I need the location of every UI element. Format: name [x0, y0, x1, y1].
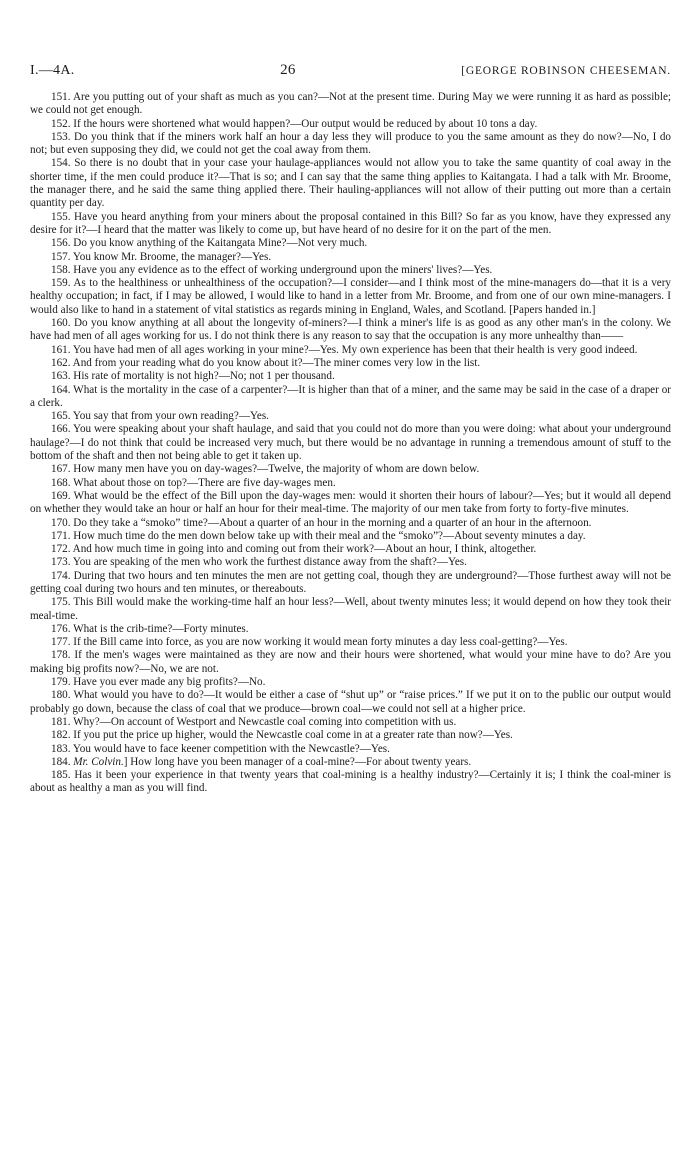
- speaker-name: Mr. Colvin.: [73, 755, 124, 768]
- question-169: 169. What would be the effect of the Bill upon the day-wages men: would it shorten their hours of labour?—Yes; but it would all depend on whether they would take an hour or half an hour for their meal-time. The majority of our men take from forty to forty-five minutes.: [30, 489, 671, 516]
- question-152: 152. If the hours were shortened what would happen?—Our output would be reduced by about 10 tons a day.: [51, 117, 538, 130]
- question-176: 176. What is the crib-time?—Forty minutes.: [51, 622, 249, 635]
- question-155: 155. Have you heard anything from your miners about the proposal contained in this Bill? So far as you know, have they expressed any desire for it?—I heard that the matter was likely to come up, but have heard of no desire for it on the part of the men.: [30, 210, 671, 236]
- question-154: 154. So there is no doubt that in your case your haulage-appliances would not allow you to take the same quantity of coal away in the shorter time, if the men could produce it?—That is so; and I can say that the same thing applies to Kaitangata. I had a talk with Mr. Broome, the manager there, and he said the same thing applied there. Their hauling-appliances will not allow of their putting out more than a certain quantity per day.: [30, 157, 671, 210]
- question-156: 156. Do you know anything of the Kaitangata Mine?—Not very much.: [51, 237, 368, 250]
- question-text: ] How long have you been manager of a coal-mine?—For about twenty years.: [123, 755, 472, 768]
- question-185: 185. Has it been your experience in that twenty years that coal-mining is a healthy industry?—Certainly it is; I think the coal-miner is about as healthy a man as you will find.: [30, 769, 671, 795]
- question-171: 171. How much time do the men down below take up with their meal and the “smoko”?—About seventy minutes a day.: [51, 529, 586, 542]
- page-header: [30, 62, 671, 79]
- question-161: 161. You have had men of all ages working in your mine?—Yes. My own experience has been that their health is very good indeed.: [51, 343, 638, 356]
- question-168: 168. What about those on top?—There are five day-wages men.: [51, 476, 336, 489]
- question-158: 158. Have you any evidence as to the effect of working underground upon the miners' lives?—Yes.: [51, 263, 493, 276]
- question-180: 180. What would you have to do?—It would be either a case of “shut up” or “raise prices.” If we put it on to the public our output would probably go down, because the class of coal that we produce—brown coal—we could not sell at a higher price.: [30, 689, 671, 715]
- question-163: 163. His rate of mortality is not high?—No; not 1 per thousand.: [51, 370, 335, 383]
- question-173: 173. You are speaking of the men who work the furthest distance away from the shaft?—Yes.: [51, 556, 467, 569]
- question-160: 160. Do you know anything at all about the longevity of-miners?—I think a miner's life is as good as any other man's in the colony. We have had men of all ages working for us. I do not think there is any reason to say that the occupation is any more unhealthy than——: [30, 317, 671, 343]
- question-159: 159. As to the healthiness or unhealthiness of the occupation?—I consider—and I think most of the mine-managers do—that it is a very healthy occupation; in fact, if I may be allowed, I would like to hand in a letter from Mr. Broome, and from one of our own mine-managers. I would also like to hand in a statement of vital statistics as regards mining in England, Wales, and Scotland. [Papers handed in.]: [30, 277, 671, 316]
- question-167: 167. How many men have you on day-wages?—Twelve, the majority of whom are down below.: [51, 463, 480, 476]
- question-179: 179. Have you ever made any big profits?—No.: [51, 676, 266, 689]
- question-165: 165. You say that from your own reading?—Yes.: [51, 410, 269, 423]
- question-157: 157. You know Mr. Broome, the manager?—Yes.: [51, 250, 272, 263]
- parliamentary-paper-reference: I.—4A.: [30, 63, 75, 78]
- question-162: 162. And from your reading what do you know about it?—The miner comes very low in the list.: [51, 356, 481, 369]
- evidence-text: [30, 91, 671, 796]
- question-172: 172. And how much time in going into and coming out from their work?—About an hour, I think, altogether.: [51, 543, 537, 556]
- page-number: 26: [280, 62, 296, 78]
- witness-name: [GEORGE ROBINSON CHEESEMAN.: [461, 65, 671, 77]
- question-178: 178. If the men's wages were maintained as they are now and their hours were shortened, what would your mine have to do? Are you making big profits now?—No, we are not.: [30, 649, 671, 675]
- question-174: 174. During that two hours and ten minutes the men are not getting coal, though they are underground?—Those furthest away will not be getting coal during two hours and ten minutes, or thereabouts.: [30, 569, 671, 595]
- question-170: 170. Do they take a “smoko” time?—About a quarter of an hour in the morning and a quarter of an hour in the afternoon.: [51, 516, 592, 529]
- question-151: 151. Are you putting out of your shaft as much as you can?—Not at the present time. During May we were running it as hard as possible; we could not get enough.: [30, 91, 671, 117]
- document-page: [30, 62, 671, 796]
- question-182: 182. If you put the price up higher, would the Newcastle coal come in at a greater rate than now?—Yes.: [51, 729, 513, 742]
- question-181: 181. Why?—On account of Westport and Newcastle coal coming into competition with us.: [51, 715, 457, 728]
- question-175: 175. This Bill would make the working-time half an hour less?—Well, about twenty minutes less; it would depend on how they took their meal-time.: [30, 596, 671, 622]
- question-177: 177. If the Bill came into force, as you are now working it would mean forty minutes a day less coal-getting?—Yes.: [51, 636, 568, 649]
- question-184: [30, 756, 671, 769]
- question-164: 164. What is the mortality in the case of a carpenter?—It is higher than that of a miner, and the same may be said in the case of a draper or a clerk.: [30, 383, 671, 409]
- question-166: 166. You were speaking about your shaft haulage, and said that you could not do more than you were doing: what about your underground haulage?—I do not think that could be increased very much, but there would be no advantage in running a tremendous amount of stuff to the bottom of the shaft and then not being able to get it taken up.: [30, 423, 671, 463]
- question-183: 183. You would have to face keener competition with the Newcastle?—Yes.: [51, 742, 390, 755]
- question-153: 153. Do you think that if the miners work half an hour a day less they will produce to you the same amount as they do now?—No, I do not; but even supposing they did, we could not get the coal away from them.: [30, 130, 671, 157]
- question-number: 184.: [51, 755, 71, 768]
